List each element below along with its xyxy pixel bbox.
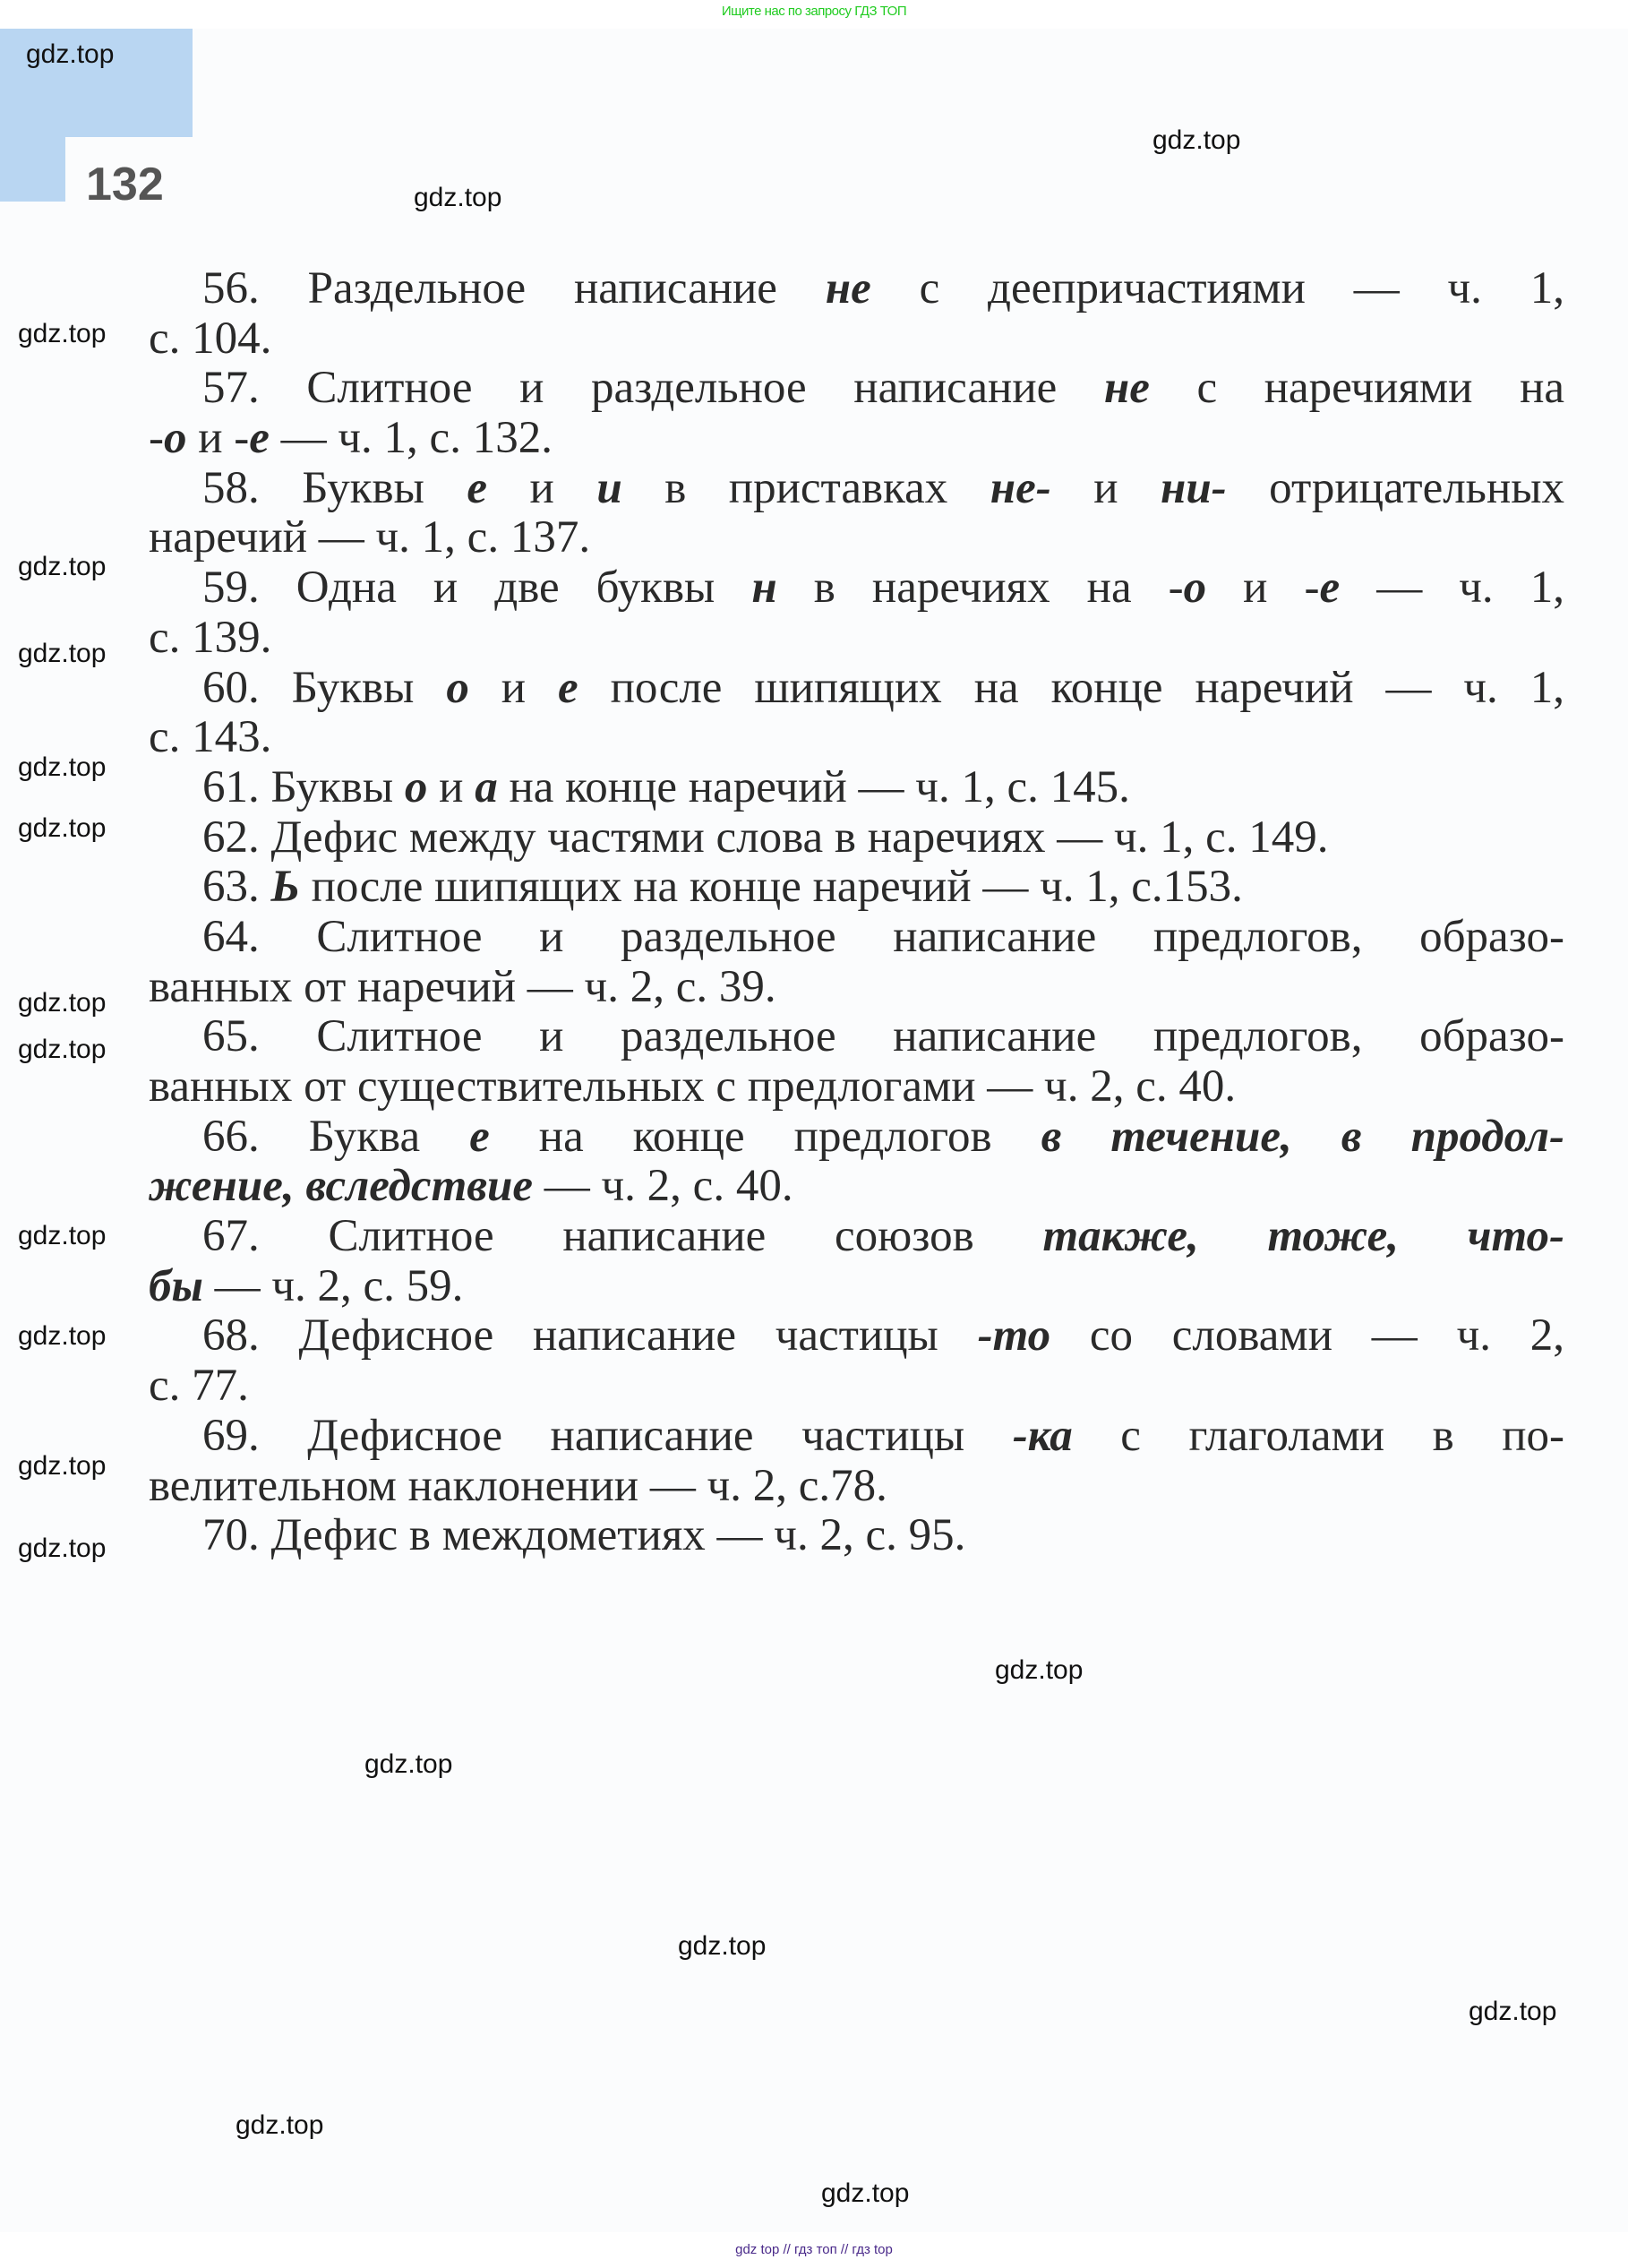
item-line [149, 813, 1564, 863]
list-item-58 [149, 464, 1564, 563]
item-text: с. 77. [149, 1361, 249, 1412]
item-line [149, 664, 1564, 714]
topic-list [149, 264, 1564, 1561]
watermark-text: gdz.top [995, 1655, 1084, 1685]
item-line [149, 1012, 1564, 1062]
emphasized-text: н [751, 563, 777, 614]
item-text: отрицательных [1226, 462, 1565, 513]
item-text: после шипящих на конце наречий — ч. 1, [578, 662, 1565, 713]
watermark-text: gdz.top [18, 1533, 107, 1563]
emphasized-text: а [475, 761, 498, 812]
emphasized-text: е [467, 462, 488, 513]
item-line [149, 1362, 1564, 1412]
item-text: в приставках [621, 462, 990, 513]
item-text: и [427, 761, 476, 812]
page-number: 132 [86, 159, 164, 210]
emphasized-text: также, тоже, что- [1042, 1211, 1564, 1262]
item-text: и [468, 662, 559, 713]
item-text: после шипящих на конце наречий — ч. 1, с.153. [299, 862, 1243, 913]
item-line [149, 1462, 1564, 1512]
item-line [149, 563, 1564, 614]
item-text: ванных от наречий — ч. 2, с. 39. [149, 961, 776, 1012]
emphasized-text: не [1103, 363, 1150, 414]
watermark-text: gdz.top [26, 39, 115, 69]
item-line [149, 464, 1564, 514]
emphasized-text: в течение, в продол- [1041, 1111, 1564, 1162]
item-text: со словами — ч. 2, [1050, 1310, 1565, 1362]
emphasized-text: ни- [1161, 462, 1227, 513]
emphasized-text: -ка [1012, 1410, 1073, 1461]
item-text: велительном наклонении — ч. 2, с.78. [149, 1460, 887, 1511]
item-text: в наречиях на - [776, 563, 1184, 614]
list-item-70 [149, 1511, 1564, 1561]
emphasized-text: не- [990, 462, 1051, 513]
item-text: и [487, 462, 597, 513]
list-item-63 [149, 863, 1564, 913]
item-line [149, 1062, 1564, 1113]
item-line [149, 1212, 1564, 1262]
item-text: 66. Буква [202, 1111, 470, 1162]
item-text: 68. Дефисное написание частицы [202, 1310, 978, 1362]
item-line [149, 963, 1564, 1013]
watermark-text: gdz.top [18, 752, 107, 782]
item-text: на конце наречий — ч. 1, с. 145. [497, 761, 1130, 812]
item-text: 65. Слитное и раздельное написание предлогов, образо- [202, 1011, 1564, 1062]
emphasized-text: бы [149, 1260, 203, 1311]
item-text: 67. Слитное написание союзов [202, 1211, 1043, 1262]
watermark-text: gdz.top [18, 552, 107, 581]
item-text: 70. Дефис в междометиях — ч. 2, с. 95. [202, 1510, 966, 1561]
watermark-text: gdz.top [18, 1221, 107, 1250]
emphasized-text: жение, вследствие [149, 1161, 534, 1212]
list-item-60 [149, 664, 1564, 763]
item-text: 64. Слитное и раздельное написание предлогов, образо- [202, 911, 1564, 962]
list-item-61 [149, 763, 1564, 813]
item-text: 61. Буквы [202, 761, 405, 812]
item-line [149, 364, 1564, 414]
emphasized-text: Ь [270, 862, 300, 913]
list-item-66 [149, 1113, 1564, 1212]
emphasized-text: -то [977, 1310, 1051, 1362]
emphasized-text: о [1183, 563, 1207, 614]
item-text: на конце предлогов [489, 1111, 1041, 1162]
item-text: наречий — ч. 1, с. 137. [149, 512, 591, 563]
item-line [149, 1162, 1564, 1212]
emphasized-text: е [558, 662, 578, 713]
item-text: 58. Буквы [202, 462, 467, 513]
emphasized-text: е [469, 1111, 490, 1162]
watermark-text: gdz.top [821, 2178, 910, 2208]
watermark-text: gdz.top [1469, 1997, 1557, 2026]
list-item-62 [149, 813, 1564, 863]
watermark-text: gdz.top [18, 813, 107, 843]
list-item-57 [149, 364, 1564, 463]
list-item-56 [149, 264, 1564, 364]
item-text: 60. Буквы [202, 662, 447, 713]
watermark-text: gdz.top [678, 1931, 767, 1961]
watermark-text: gdz.top [414, 183, 502, 212]
item-text: — ч. 2, с. 40. [533, 1161, 793, 1212]
item-text: 63. [202, 862, 271, 913]
item-text: с наречиями на [1149, 363, 1564, 414]
item-line [149, 1262, 1564, 1312]
item-line [149, 713, 1564, 763]
item-line [149, 913, 1564, 963]
emphasized-text: не [825, 263, 871, 314]
item-line [149, 314, 1564, 365]
emphasized-text: о [163, 413, 187, 464]
emphasized-text: е [249, 413, 270, 464]
list-item-68 [149, 1311, 1564, 1411]
list-item-69 [149, 1412, 1564, 1511]
item-text: 62. Дефис между частями слова в наречиях — ч. 1, с. 149. [202, 812, 1329, 863]
item-text: 59. Одна и две буквы [202, 563, 752, 614]
item-line [149, 1113, 1564, 1163]
item-text: с. 139. [149, 612, 272, 663]
list-item-59 [149, 563, 1564, 663]
list-item-67 [149, 1212, 1564, 1311]
item-text: 69. Дефисное написание частицы [202, 1410, 1013, 1461]
item-text: с деепричастиями — ч. 1, [870, 263, 1565, 314]
watermark-text: gdz.top [18, 639, 107, 668]
item-line [149, 264, 1564, 314]
emphasized-text: и [596, 462, 622, 513]
item-text: — ч. 2, с. 59. [202, 1260, 464, 1311]
item-text: с. 143. [149, 712, 272, 763]
item-text: — ч. 1, [1340, 563, 1564, 614]
item-line [149, 863, 1564, 913]
item-line [149, 1511, 1564, 1561]
watermark-text: gdz.top [18, 988, 107, 1018]
watermark-text: gdz.top [364, 1749, 453, 1779]
item-line [149, 414, 1564, 464]
footer-text: gdz top // гдз топ // гдз top [735, 2242, 893, 2257]
item-text: ванных от существительных с предлогами — ч. 2, с. 40. [149, 1061, 1237, 1112]
item-text: и - [186, 413, 250, 464]
item-text: с глаголами в по- [1072, 1410, 1564, 1461]
emphasized-text: о [404, 761, 428, 812]
item-line [149, 614, 1564, 664]
item-text: 57. Слитное и раздельное написание [202, 363, 1104, 414]
item-text: и [1050, 462, 1161, 513]
watermark-text: gdz.top [18, 1451, 107, 1481]
watermark-text: gdz.top [1152, 125, 1241, 155]
item-text: — ч. 1, с. 132. [269, 413, 553, 464]
item-text: - [149, 413, 164, 464]
search-hint-banner: Ищите нас по запросу ГДЗ ТОП [721, 4, 907, 19]
list-item-65 [149, 1012, 1564, 1112]
item-text: с. 104. [149, 313, 272, 364]
emphasized-text: о [446, 662, 469, 713]
list-item-64 [149, 913, 1564, 1012]
emphasized-text: е [1319, 563, 1341, 614]
watermark-text: gdz.top [18, 1321, 107, 1351]
item-text: 56. Раздельное написание [202, 263, 826, 314]
item-text: и - [1206, 563, 1320, 614]
item-line [149, 513, 1564, 563]
item-line [149, 1412, 1564, 1462]
watermark-text: gdz.top [18, 319, 107, 348]
watermark-text: gdz.top [18, 1035, 107, 1064]
watermark-text: gdz.top [236, 2110, 324, 2140]
item-line [149, 763, 1564, 813]
item-line [149, 1311, 1564, 1362]
